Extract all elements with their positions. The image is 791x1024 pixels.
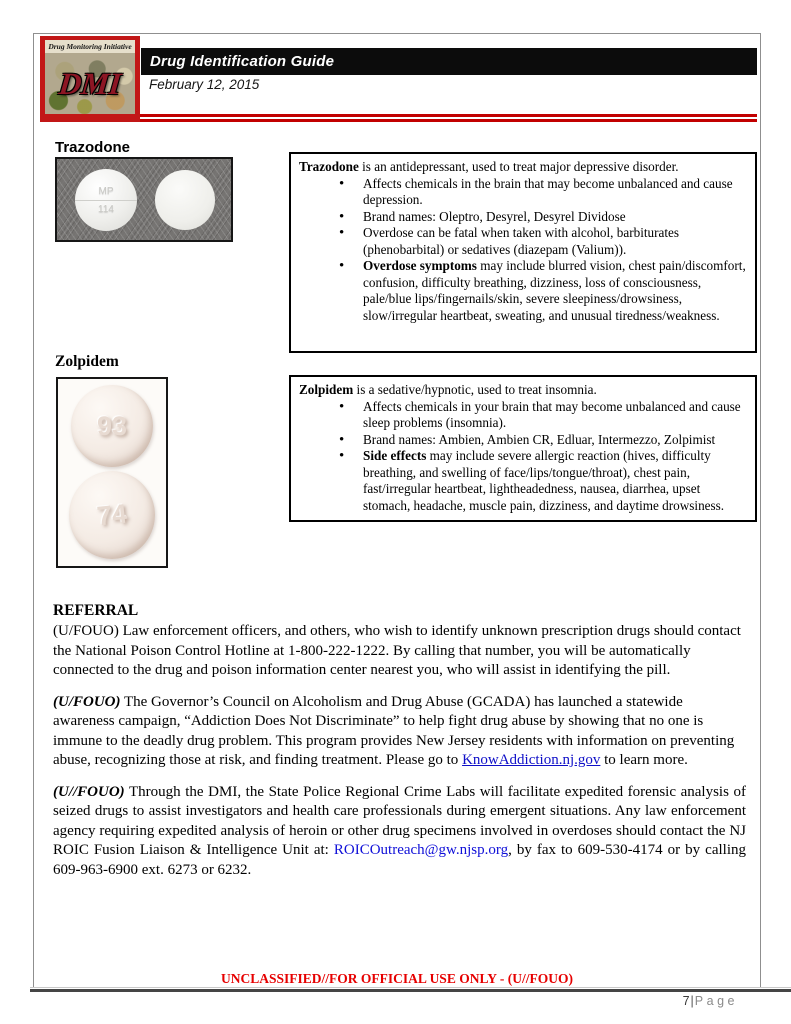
- logo-banner-text: Drug Monitoring Initiative: [45, 40, 135, 53]
- fouo-label: (U//FOUO): [53, 783, 125, 800]
- header-title-bar: [141, 48, 757, 75]
- trazodone-heading: Trazodone: [55, 139, 131, 156]
- page-bottom-rule: [30, 987, 791, 992]
- zolpidem-intro-bold: Zolpidem: [299, 382, 354, 397]
- zolpidem-intro-text: is a sedative/hypnotic, used to treat insomnia.: [353, 382, 597, 397]
- bullet-item: [363, 432, 747, 449]
- trazodone-pill-photo: [55, 157, 233, 242]
- pill-imprint-74: 74: [95, 498, 129, 531]
- zolpidem-bullet-list: [299, 399, 747, 515]
- trazodone-intro: [299, 159, 747, 176]
- zolpidem-pill-74: [69, 471, 155, 559]
- trazodone-intro-bold: Trazodone: [299, 159, 359, 174]
- zolpidem-intro: [299, 382, 747, 399]
- pill-imprint-mp: MP: [98, 185, 114, 197]
- zolpidem-pill-93: [71, 385, 153, 467]
- bullet-text: Overdose can be fatal when taken with alcohol, barbiturates (phenobarbital) or sedatives (diazepam (Valium)).: [363, 225, 680, 257]
- logo-acronym: DMI: [57, 65, 123, 101]
- zolpidem-pill-photo: [56, 377, 168, 568]
- referral-paragraph-2: [53, 693, 746, 771]
- zolpidem-heading: Zolpidem: [55, 353, 119, 370]
- bullet-text: Affects chemicals in the brain that may become unbalanced and cause depression.: [363, 175, 733, 207]
- page-title: Drug Identification Guide: [150, 53, 335, 70]
- trazodone-pill-imprinted: [75, 169, 137, 231]
- paragraph-text: Through the DMI, the State Police Regional Crime Labs will facilitate expedited forensic analysis of seized drugs to assist investigators and health care professionals during emergent situations. Any law enforcement agency requiring expedited analysis of heroin or other drug specimens involved in overdoses should contact the NJ ROIC Fusion Liaison & Intelligence Unit at:: [53, 783, 746, 858]
- bullet-bold: Overdose symptoms: [363, 258, 477, 273]
- referral-paragraph-3: [53, 783, 746, 881]
- bullet-item: [363, 225, 747, 258]
- trazodone-bullet-list: [299, 176, 747, 325]
- pill-imprint-114: 114: [98, 203, 114, 215]
- referral-paragraph-1: (U/FOUO) Law enforcement officers, and others, who wish to identify unknown prescription drugs should contact the National Poison Control Hotline at 1-800-222-1222. By calling that number, you will be automatically connected to the drug and poison information center nearest you, who will assist in identifying the pill.: [53, 623, 741, 678]
- bullet-item: [363, 176, 747, 209]
- bullet-item: [363, 258, 747, 324]
- trazodone-pill-plain: [155, 170, 215, 230]
- trazodone-info-box: [289, 152, 757, 353]
- referral-section: [53, 601, 746, 880]
- bullet-text: Brand names: Ambien, Ambien CR, Edluar, Intermezzo, Zolpimist: [363, 431, 716, 447]
- logo-pill-collage: [45, 53, 135, 114]
- header-date: February 12, 2015: [149, 77, 260, 92]
- page-number-value: 7: [682, 994, 690, 1008]
- trazodone-intro-text: is an antidepressant, used to treat major depressive disorder.: [358, 159, 679, 174]
- knowaddiction-link[interactable]: KnowAddiction.nj.gov: [462, 752, 601, 768]
- bullet-bold: Side effects: [363, 448, 427, 463]
- paragraph-text: The Governor’s Council on Alcoholism and Drug Abuse (GCADA) has launched a statewide awareness campaign, “Addiction Does Not Discriminate” to help fight drug abuse by showing that no one is immune to the deadly drug problem. This program provides New Jersey residents with information on preventing abuse, recognizing those at risk, and finding treatment. Please go to: [53, 693, 735, 768]
- fouo-label: (U/FOUO): [53, 693, 121, 710]
- paragraph-text: , by fax to 609-530-4174 or by calling 609-963-6900 ext. 6273 or 6232.: [53, 842, 746, 878]
- roicoutreach-email-link[interactable]: ROICOutreach@gw.njsp.org: [333, 842, 509, 858]
- classification-banner: UNCLASSIFIED//FOR OFFICIAL USE ONLY - (U//FOUO): [221, 971, 573, 986]
- bullet-text: may include severe allergic reaction (hives, difficulty breathing, and swelling of face/lips/tongue/throat), chest pain, fast/irregular heartbeat, lightheadedness, nausea, diarrhea, upset stomach, headache, muscle pain, dizziness, and daytime drowsiness.: [363, 448, 725, 513]
- bullet-item: [363, 399, 747, 432]
- zolpidem-info-box: [289, 375, 757, 522]
- paragraph-text: to learn more.: [600, 752, 688, 768]
- bullet-item: [363, 448, 747, 514]
- header-red-separator: [41, 114, 757, 122]
- page-word: Page: [694, 994, 738, 1008]
- page-number-divider: |: [690, 994, 694, 1008]
- pill-imprint-93: 93: [96, 410, 128, 441]
- dmi-logo: [40, 36, 140, 122]
- pill-score-line: [75, 200, 137, 201]
- bullet-item: [363, 209, 747, 226]
- bullet-text: may include blurred vision, chest pain/discomfort, confusion, difficulty breathing, dizziness, loss of consciousness, pale/blue lips/fingernails/skin, severe sleepiness/drowsiness, slow/irregular heartbeat, sweating, and unusual tiredness/weakness.: [363, 258, 746, 323]
- referral-heading: REFERRAL: [53, 602, 139, 619]
- page-number: [683, 994, 738, 1008]
- bullet-text: Affects chemicals in your brain that may become unbalanced and cause sleep problems (insomnia).: [363, 398, 741, 430]
- bullet-text: Brand names: Oleptro, Desyrel, Desyrel Dividose: [363, 208, 626, 224]
